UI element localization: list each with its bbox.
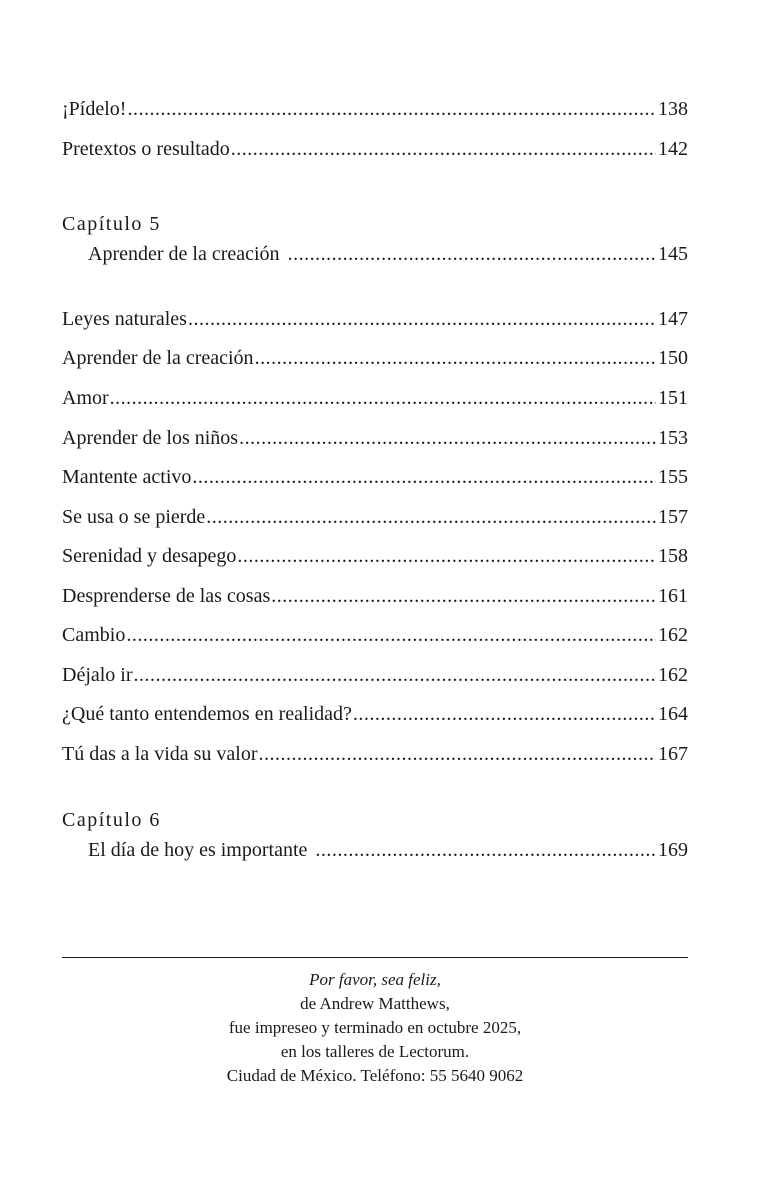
toc-entry-title: Aprender de la creación (62, 347, 254, 369)
toc-leader (239, 424, 656, 452)
toc-entry-title: El día de hoy es importante (88, 839, 308, 861)
toc-entry-page: 151 (658, 387, 688, 409)
toc-entry-page: 169 (658, 839, 688, 861)
toc-entry (62, 700, 688, 728)
toc-entry (62, 135, 688, 163)
toc-entry (62, 424, 688, 452)
toc-leader (271, 582, 656, 610)
toc-entry (62, 305, 688, 333)
toc-entry-title: Leyes naturales (62, 308, 187, 330)
toc-entry-title: Desprenderse de las cosas (62, 585, 271, 607)
toc-leader (188, 305, 656, 333)
colophon (62, 968, 688, 1088)
toc-leader (237, 542, 656, 570)
toc-entry-title: Déjalo ir (62, 664, 133, 686)
chapter-5-entry (88, 240, 688, 268)
toc-entry-page: 162 (658, 664, 688, 686)
toc-entry-page: 150 (658, 347, 688, 369)
toc-entry (62, 542, 688, 570)
toc-entry-page: 162 (658, 624, 688, 646)
toc-entry (62, 384, 688, 412)
toc-entry-title: Se usa o se pierde (62, 506, 206, 528)
toc-entry-title: Mantente activo (62, 466, 192, 488)
colophon-author: de Andrew Matthews, (300, 994, 450, 1013)
toc-entry (62, 463, 688, 491)
toc-entry (62, 344, 688, 372)
toc-entry-page: 167 (658, 743, 688, 765)
toc-leader (315, 836, 656, 864)
toc-leader (255, 344, 656, 372)
toc-leader (259, 740, 657, 768)
toc-entry-title: Tú das a la vida su valor (62, 743, 258, 765)
colophon-book-title: Por favor, sea feliz, (309, 970, 441, 989)
chapter-5-label: Capítulo 5 (62, 213, 161, 235)
colophon-divider (62, 957, 688, 958)
colophon-print-date: fue impreseo y terminado en octubre 2025, (228, 1018, 522, 1037)
toc-entry-page: 142 (658, 138, 688, 160)
colophon-contact: Ciudad de México. Teléfono: 55 5640 9062 (226, 1066, 524, 1085)
toc-entry (62, 582, 688, 610)
chapter-6-label: Capítulo 6 (62, 809, 161, 831)
toc-entry-title: Cambio (62, 624, 126, 646)
toc-entry-page: 153 (658, 427, 688, 449)
toc-entry-title: Pretextos o resultado (62, 138, 230, 160)
toc-entry-page: 158 (658, 545, 688, 567)
toc-leader (231, 135, 656, 163)
toc-entry-page: 145 (658, 243, 688, 265)
toc-entry (62, 503, 688, 531)
toc-entry-page: 164 (658, 703, 688, 725)
toc-entry-page: 147 (658, 308, 688, 330)
toc-entry-title: Aprender de los niños (62, 427, 239, 449)
toc-entry-page: 161 (658, 585, 688, 607)
toc-entry-page: 155 (658, 466, 688, 488)
toc-leader (134, 661, 656, 689)
toc-entry-page: 157 (658, 506, 688, 528)
toc-entry (62, 95, 688, 123)
toc-leader (110, 384, 656, 412)
toc-leader (288, 240, 656, 268)
toc-leader (206, 503, 656, 531)
toc-leader (127, 95, 656, 123)
toc-entry-title: Serenidad y desapego (62, 545, 237, 567)
toc-entry-title: ¡Pídelo! (62, 98, 127, 120)
chapter-6-entry (88, 836, 688, 864)
colophon-printer: en los talleres de Lectorum. (280, 1042, 470, 1061)
toc-entry (62, 740, 688, 768)
toc-leader (192, 463, 656, 491)
toc-entry-title: Amor (62, 387, 109, 409)
toc-entry (62, 661, 688, 689)
toc-entry-page: 138 (658, 98, 688, 120)
toc-leader (353, 700, 656, 728)
toc-entry-title: ¿Qué tanto entendemos en realidad? (62, 703, 352, 725)
toc-entry (62, 621, 688, 649)
toc-leader (126, 621, 656, 649)
toc-entry-title: Aprender de la creación (88, 243, 280, 265)
